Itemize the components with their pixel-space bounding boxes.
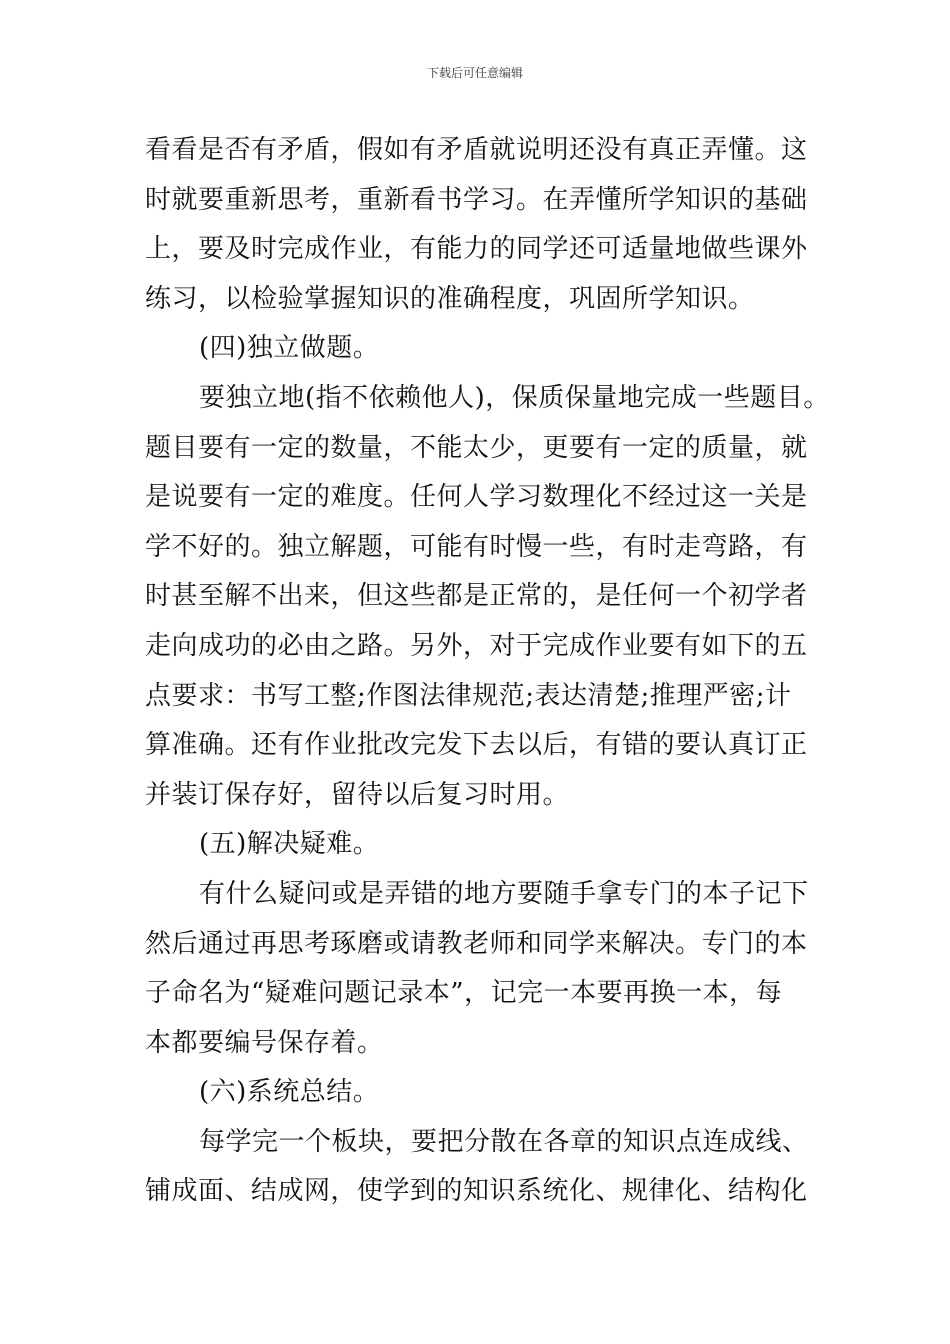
paragraph-line: 每学完一个板块，要把分散在各章的知识点连成线、 [199,1126,809,1157]
section-heading: (四)独立做题。 [199,333,380,364]
section-heading: (五)解决疑难。 [199,829,380,860]
paragraph-line: 要独立地(指不依赖他人)，保质保量地完成一些题目。 [199,382,830,413]
paragraph-line: 走向成功的必由之路。另外，对于完成作业要有如下的五 [145,630,808,661]
paragraph-line: 看看是否有矛盾，假如有矛盾就说明还没有真正弄懂。这 [145,135,808,165]
paragraph-line: 上，要及时完成作业，有能力的同学还可适量地做些课外 [145,234,808,265]
paragraph-line: 铺成面、结成网，使学到的知识系统化、规律化、结构化 [145,1176,808,1207]
paragraph-line: 练习，以检验掌握知识的准确程度，巩固所学知识。 [145,283,755,314]
paragraph-line: 本都要编号保存着。 [145,1027,384,1058]
paragraph-line: 是说要有一定的难度。任何人学习数理化不经过这一关是 [145,482,808,513]
paragraph-line: 时甚至解不出来，但这些都是正常的，是任何一个初学者 [145,581,808,612]
paragraph-line: 然后通过再思考琢磨或请教老师和同学来解决。专门的本 [145,928,808,959]
paragraph-line: 时就要重新思考，重新看书学习。在弄懂所学知识的基础 [145,184,808,215]
section-heading: (六)系统总结。 [199,1077,380,1108]
page-header: 下载后可任意编辑 [426,66,523,80]
document-body [145,126,830,1217]
paragraph-line: 算准确。还有作业批改完发下去以后，有错的要认真订正 [145,730,808,761]
paragraph-line: 有什么疑问或是弄错的地方要随手拿专门的本子记下 [199,878,809,909]
paragraph-line: 学不好的。独立解题，可能有时慢一些，有时走弯路，有 [145,531,808,562]
paragraph-line: 子命名为“疑难问题记录本”，记完一本要再换一本，每 [145,978,783,1009]
paragraph-line: 并装订保存好，留待以后复习时用。 [145,779,570,810]
paragraph-line: 点要求：书写工整;作图法律规范;表达清楚;推理严密;计 [145,680,792,711]
paragraph-line: 题目要有一定的数量，不能太少，更要有一定的质量，就 [145,432,808,463]
